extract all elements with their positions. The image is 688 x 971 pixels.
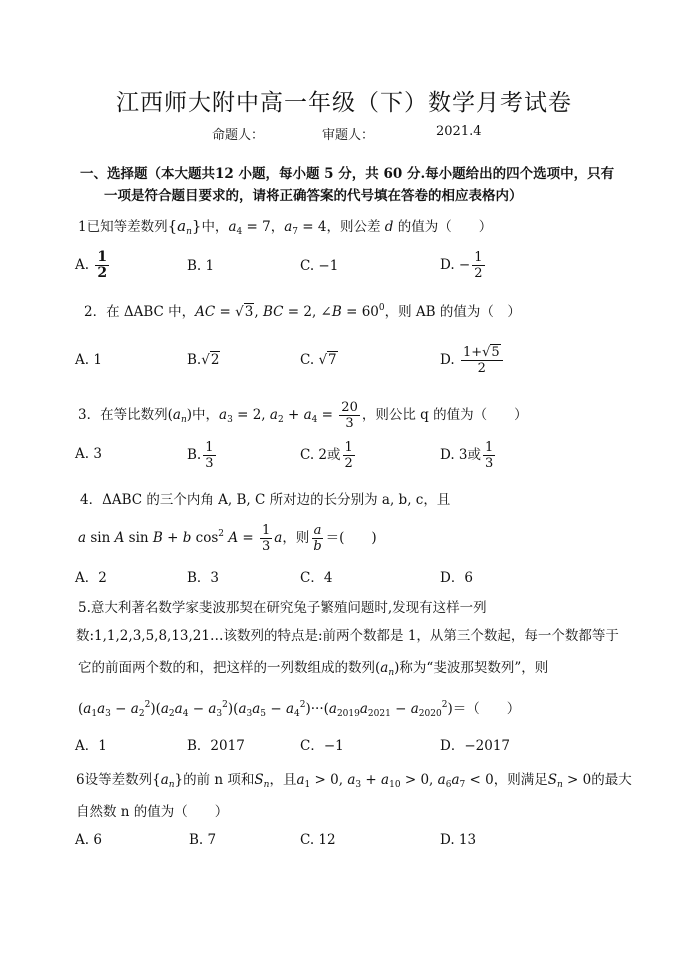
question-5-formula: $(a_1a_3 - a_2^2)(a_2a_4 - a_3^2)(a_3a_5 - a_4^2)\cdot\cdot\cdot(a_{2019}a_{2021} - a_{2020}^2)=$（ ） bbox=[78, 700, 521, 719]
q4-option-b: B．3 bbox=[187, 570, 220, 586]
question-1-stem: 1已知等差数列$\{a_n\}$中，$a_4 = 7$，$a_7 = 4$，则公差 d 的值为（ ） bbox=[78, 217, 493, 237]
question-5-line2: 数:1,1,2,3,5,8,13,21…该数列的特点是:前两个数都是 1，从第三个数起，每一个数都等于 bbox=[76, 628, 619, 644]
q2-option-b: B.√2 bbox=[187, 352, 220, 368]
q5-option-c: C．−1 bbox=[300, 738, 344, 754]
exam-date: 2021.4 bbox=[436, 124, 482, 139]
q2-option-c: C. √7 bbox=[300, 352, 337, 368]
q4-option-a: A．2 bbox=[75, 570, 107, 586]
q1-option-c: C. −1 bbox=[300, 258, 339, 274]
q1-option-d: D. − $\frac{1}{2}$ bbox=[440, 250, 483, 281]
question-6-line1: 6设等差数列$\{a_n\}$的前 n 项和$S_n$，且$a_1 > 0$, $a_3 + a_{10} > 0$, $a_6a_7 < 0$，则满足$S_n > 0$的最大 bbox=[76, 772, 632, 790]
question-5-line1: 5.意大利著名数学家斐波那契在研究兔子繁殖问题时,发现有这样一列 bbox=[78, 600, 487, 616]
author-label: 命题人： bbox=[212, 128, 265, 143]
q5-option-a: A．1 bbox=[75, 738, 107, 754]
question-4-formula: a sin A sin B + b $\cos^2 A$ = $\frac{1}{3}$ a，则 $\frac{a}{b}$ ＝( ) bbox=[78, 523, 377, 554]
q3-option-b: B. $\frac{1}{3}$ bbox=[187, 440, 214, 471]
question-4-stem: 4．ΔABC 的三个内角 A, B, C 所对边的长分别为 a, b, c，且 bbox=[80, 492, 451, 508]
q3-option-c: C. 2或 $\frac{1}{2}$ bbox=[300, 440, 353, 471]
reviewer-label: 审题人： bbox=[322, 128, 375, 143]
section-heading-line2: 一项是符合题目要求的，请将正确答案的代号填在答卷的相应表格内） bbox=[104, 188, 523, 204]
q6-option-a: A. 6 bbox=[75, 832, 102, 848]
q2-option-a: A. 1 bbox=[75, 352, 102, 368]
q5-option-d: D．−2017 bbox=[440, 738, 510, 754]
q5-option-b: B．2017 bbox=[187, 738, 245, 754]
section-heading-line1: 一、选择题（本大题共12 小题，每小题 5 分，共 60 分.每小题给出的四个选项中，只有 bbox=[80, 166, 615, 182]
q2-option-d: D. $\frac{1+√5}{2}$ bbox=[440, 345, 505, 376]
q6-option-b: B. 7 bbox=[189, 832, 217, 848]
section-heading bbox=[80, 163, 620, 207]
q4-option-c: C．4 bbox=[300, 570, 333, 586]
question-3-stem: 3．在等比数列$(a_n)$中，$a_3 = 2$, $a_2 + a_4$ = $\frac{20}{3}$ ，则公比 q 的值为（ ） bbox=[78, 400, 528, 431]
q4-option-d: D．6 bbox=[440, 570, 473, 586]
q3-option-d: D. 3或 $\frac{1}{3}$ bbox=[440, 440, 494, 471]
question-5-line3: 它的前面两个数的和，把这样的一列数组成的数列$(a_n)$称为“斐波那契数列”，则 bbox=[78, 660, 549, 678]
question-2-stem: 2．在 ΔABC 中，AC = √3, BC = 2, ∠B = $60^0$，则 AB 的值为（ ） bbox=[84, 303, 521, 320]
page-title: 江西师大附中高一年级（下）数学月考试卷 bbox=[116, 90, 572, 116]
question-6-line2: 自然数 n 的值为（ ） bbox=[76, 804, 229, 820]
q1-option-a: A. $\frac{1}{2}$ bbox=[75, 249, 108, 281]
q6-option-d: D. 13 bbox=[440, 832, 477, 848]
q6-option-c: C. 12 bbox=[300, 832, 336, 848]
q1-option-b: B. 1 bbox=[187, 258, 215, 274]
q3-option-a: A. 3 bbox=[75, 446, 102, 462]
